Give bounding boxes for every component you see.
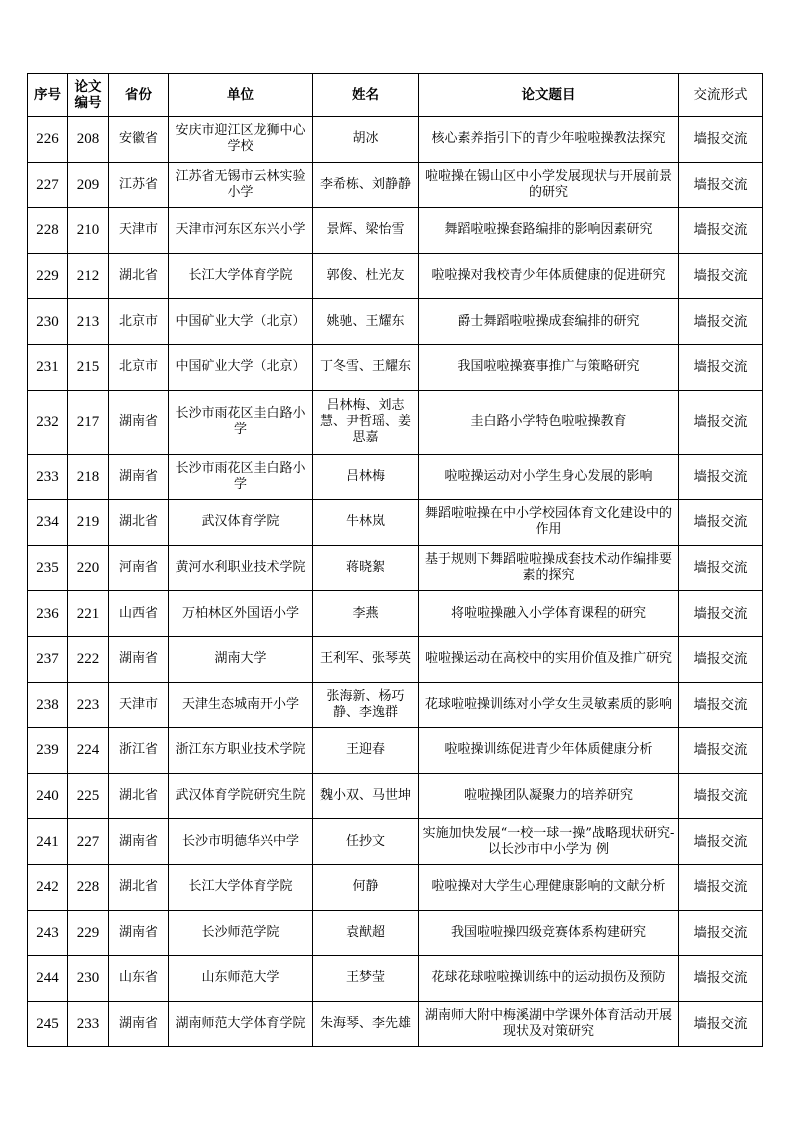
cell-province: 浙江省 [109, 728, 169, 774]
cell-title: 啦啦操对大学生心理健康影响的文献分析 [419, 864, 679, 910]
cell-unit: 江苏省无锡市云林实验小学 [169, 162, 313, 208]
cell-paper-no: 218 [68, 454, 109, 500]
cell-seq: 239 [28, 728, 68, 774]
cell-unit: 中国矿业大学（北京） [169, 299, 313, 345]
table-row [28, 162, 763, 208]
cell-name: 吕林梅 [313, 454, 419, 500]
cell-seq: 238 [28, 682, 68, 728]
cell-seq: 242 [28, 864, 68, 910]
cell-unit: 天津生态城南开小学 [169, 682, 313, 728]
cell-province: 湖南省 [109, 636, 169, 682]
cell-name: 姚驰、王耀东 [313, 299, 419, 345]
cell-mode: 墙报交流 [679, 819, 763, 865]
cell-title: 我国啦啦操赛事推广与策略研究 [419, 344, 679, 390]
table-row [28, 545, 763, 591]
cell-province: 湖北省 [109, 773, 169, 819]
cell-unit: 黄河水利职业技术学院 [169, 545, 313, 591]
cell-province: 山东省 [109, 956, 169, 1002]
table-row [28, 299, 763, 345]
table-row [28, 390, 763, 454]
cell-unit: 长沙市雨花区圭白路小学 [169, 390, 313, 454]
cell-paper-no: 212 [68, 253, 109, 299]
cell-unit: 长沙市明德华兴中学 [169, 819, 313, 865]
cell-unit: 长江大学体育学院 [169, 864, 313, 910]
cell-mode: 墙报交流 [679, 162, 763, 208]
table-row [28, 636, 763, 682]
cell-seq: 240 [28, 773, 68, 819]
table-row [28, 910, 763, 956]
cell-paper-no: 221 [68, 591, 109, 637]
table-row [28, 773, 763, 819]
cell-mode: 墙报交流 [679, 253, 763, 299]
table-row [28, 682, 763, 728]
cell-mode: 墙报交流 [679, 682, 763, 728]
cell-paper-no: 229 [68, 910, 109, 956]
cell-name: 李燕 [313, 591, 419, 637]
cell-mode: 墙报交流 [679, 390, 763, 454]
cell-name: 胡冰 [313, 117, 419, 163]
cell-paper-no: 220 [68, 545, 109, 591]
cell-paper-no: 208 [68, 117, 109, 163]
cell-seq: 229 [28, 253, 68, 299]
header-title: 论文题目 [419, 74, 679, 117]
header-name: 姓名 [313, 74, 419, 117]
cell-seq: 235 [28, 545, 68, 591]
cell-mode: 墙报交流 [679, 910, 763, 956]
cell-title: 圭白路小学特色啦啦操教育 [419, 390, 679, 454]
cell-title: 基于规则下舞蹈啦啦操成套技术动作编排要素的探究 [419, 545, 679, 591]
cell-paper-no: 224 [68, 728, 109, 774]
cell-unit: 安庆市迎江区龙狮中心学校 [169, 117, 313, 163]
cell-paper-no: 213 [68, 299, 109, 345]
cell-province: 湖南省 [109, 819, 169, 865]
cell-name: 任抄文 [313, 819, 419, 865]
cell-mode: 墙报交流 [679, 344, 763, 390]
cell-seq: 237 [28, 636, 68, 682]
cell-unit: 山东师范大学 [169, 956, 313, 1002]
cell-mode: 墙报交流 [679, 773, 763, 819]
cell-unit: 长沙师范学院 [169, 910, 313, 956]
cell-title: 啦啦操对我校青少年体质健康的促进研究 [419, 253, 679, 299]
cell-title: 将啦啦操融入小学体育课程的研究 [419, 591, 679, 637]
cell-seq: 241 [28, 819, 68, 865]
cell-province: 湖北省 [109, 500, 169, 546]
cell-name: 朱海琴、李先雄 [313, 1001, 419, 1047]
cell-title: 花球啦啦操训练对小学女生灵敏素质的影响 [419, 682, 679, 728]
cell-title: 啦啦操运动对小学生身心发展的影响 [419, 454, 679, 500]
cell-unit: 武汉体育学院 [169, 500, 313, 546]
cell-mode: 墙报交流 [679, 117, 763, 163]
cell-name: 王利军、张琴英 [313, 636, 419, 682]
cell-paper-no: 228 [68, 864, 109, 910]
cell-mode: 墙报交流 [679, 208, 763, 254]
cell-unit: 长沙市雨花区圭白路小学 [169, 454, 313, 500]
cell-seq: 232 [28, 390, 68, 454]
cell-name: 王迎春 [313, 728, 419, 774]
cell-paper-no: 219 [68, 500, 109, 546]
cell-seq: 244 [28, 956, 68, 1002]
table-row [28, 454, 763, 500]
cell-name: 牛林岚 [313, 500, 419, 546]
cell-paper-no: 227 [68, 819, 109, 865]
cell-seq: 233 [28, 454, 68, 500]
cell-unit: 浙江东方职业技术学院 [169, 728, 313, 774]
cell-province: 湖北省 [109, 864, 169, 910]
cell-name: 郭俊、杜光友 [313, 253, 419, 299]
table-row [28, 591, 763, 637]
paper-list-table [27, 73, 763, 1047]
cell-title: 爵士舞蹈啦啦操成套编排的研究 [419, 299, 679, 345]
cell-title: 湖南师大附中梅溪湖中学课外体育活动开展现状及对策研究 [419, 1001, 679, 1047]
cell-province: 湖北省 [109, 253, 169, 299]
cell-province: 天津市 [109, 208, 169, 254]
cell-seq: 228 [28, 208, 68, 254]
cell-seq: 227 [28, 162, 68, 208]
cell-name: 魏小双、马世坤 [313, 773, 419, 819]
cell-title: 核心素养指引下的青少年啦啦操教法探究 [419, 117, 679, 163]
cell-title: 实施加快发展“一校一球一操”战略现状研究-以长沙市中小学为 例 [419, 819, 679, 865]
table-row [28, 864, 763, 910]
cell-paper-no: 233 [68, 1001, 109, 1047]
table-row [28, 1001, 763, 1047]
cell-seq: 245 [28, 1001, 68, 1047]
cell-seq: 230 [28, 299, 68, 345]
cell-name: 袁猷超 [313, 910, 419, 956]
cell-unit: 湖南大学 [169, 636, 313, 682]
cell-seq: 234 [28, 500, 68, 546]
cell-title: 啦啦操团队凝聚力的培养研究 [419, 773, 679, 819]
cell-name: 景辉、梁怡雪 [313, 208, 419, 254]
header-unit: 单位 [169, 74, 313, 117]
cell-name: 张海新、杨巧静、李逸群 [313, 682, 419, 728]
cell-title: 我国啦啦操四级竞赛体系构建研究 [419, 910, 679, 956]
cell-unit: 武汉体育学院研究生院 [169, 773, 313, 819]
cell-seq: 226 [28, 117, 68, 163]
cell-province: 北京市 [109, 299, 169, 345]
cell-mode: 墙报交流 [679, 545, 763, 591]
table-row [28, 344, 763, 390]
cell-unit: 湖南师范大学体育学院 [169, 1001, 313, 1047]
header-province: 省份 [109, 74, 169, 117]
cell-title: 花球花球啦啦操训练中的运动损伤及预防 [419, 956, 679, 1002]
cell-paper-no: 230 [68, 956, 109, 1002]
cell-mode: 墙报交流 [679, 591, 763, 637]
cell-paper-no: 222 [68, 636, 109, 682]
table-row [28, 819, 763, 865]
cell-title: 舞蹈啦啦操在中小学校园体育文化建设中的作用 [419, 500, 679, 546]
cell-name: 王梦莹 [313, 956, 419, 1002]
cell-paper-no: 225 [68, 773, 109, 819]
cell-title: 舞蹈啦啦操套路编排的影响因素研究 [419, 208, 679, 254]
cell-unit: 天津市河东区东兴小学 [169, 208, 313, 254]
cell-name: 吕林梅、刘志慧、尹哲瑶、姜思嘉 [313, 390, 419, 454]
cell-mode: 墙报交流 [679, 500, 763, 546]
table-row [28, 956, 763, 1002]
cell-province: 北京市 [109, 344, 169, 390]
cell-mode: 墙报交流 [679, 728, 763, 774]
header-mode: 交流形式 [679, 74, 763, 117]
table-row [28, 253, 763, 299]
cell-unit: 长江大学体育学院 [169, 253, 313, 299]
cell-name: 李希栋、刘静静 [313, 162, 419, 208]
cell-mode: 墙报交流 [679, 454, 763, 500]
cell-name: 丁冬雪、王耀东 [313, 344, 419, 390]
cell-seq: 243 [28, 910, 68, 956]
table-row [28, 208, 763, 254]
cell-province: 湖南省 [109, 454, 169, 500]
header-seq: 序号 [28, 74, 68, 117]
cell-mode: 墙报交流 [679, 956, 763, 1002]
cell-paper-no: 210 [68, 208, 109, 254]
cell-unit: 万柏林区外国语小学 [169, 591, 313, 637]
cell-seq: 236 [28, 591, 68, 637]
table-header-row [28, 74, 763, 117]
cell-province: 湖南省 [109, 910, 169, 956]
cell-paper-no: 209 [68, 162, 109, 208]
cell-province: 天津市 [109, 682, 169, 728]
table-row [28, 500, 763, 546]
cell-unit: 中国矿业大学（北京） [169, 344, 313, 390]
cell-province: 安徽省 [109, 117, 169, 163]
table-row [28, 117, 763, 163]
cell-paper-no: 215 [68, 344, 109, 390]
cell-mode: 墙报交流 [679, 1001, 763, 1047]
cell-mode: 墙报交流 [679, 636, 763, 682]
cell-province: 湖南省 [109, 1001, 169, 1047]
cell-seq: 231 [28, 344, 68, 390]
cell-province: 山西省 [109, 591, 169, 637]
header-paper-no: 论文编号 [68, 74, 109, 117]
cell-name: 何静 [313, 864, 419, 910]
cell-title: 啦啦操训练促进青少年体质健康分析 [419, 728, 679, 774]
cell-province: 湖南省 [109, 390, 169, 454]
cell-mode: 墙报交流 [679, 864, 763, 910]
cell-paper-no: 217 [68, 390, 109, 454]
cell-mode: 墙报交流 [679, 299, 763, 345]
cell-province: 河南省 [109, 545, 169, 591]
table-row [28, 728, 763, 774]
cell-paper-no: 223 [68, 682, 109, 728]
cell-name: 蒋晓絮 [313, 545, 419, 591]
cell-title: 啦啦操运动在高校中的实用价值及推广研究 [419, 636, 679, 682]
cell-province: 江苏省 [109, 162, 169, 208]
cell-title: 啦啦操在锡山区中小学发展现状与开展前景的研究 [419, 162, 679, 208]
